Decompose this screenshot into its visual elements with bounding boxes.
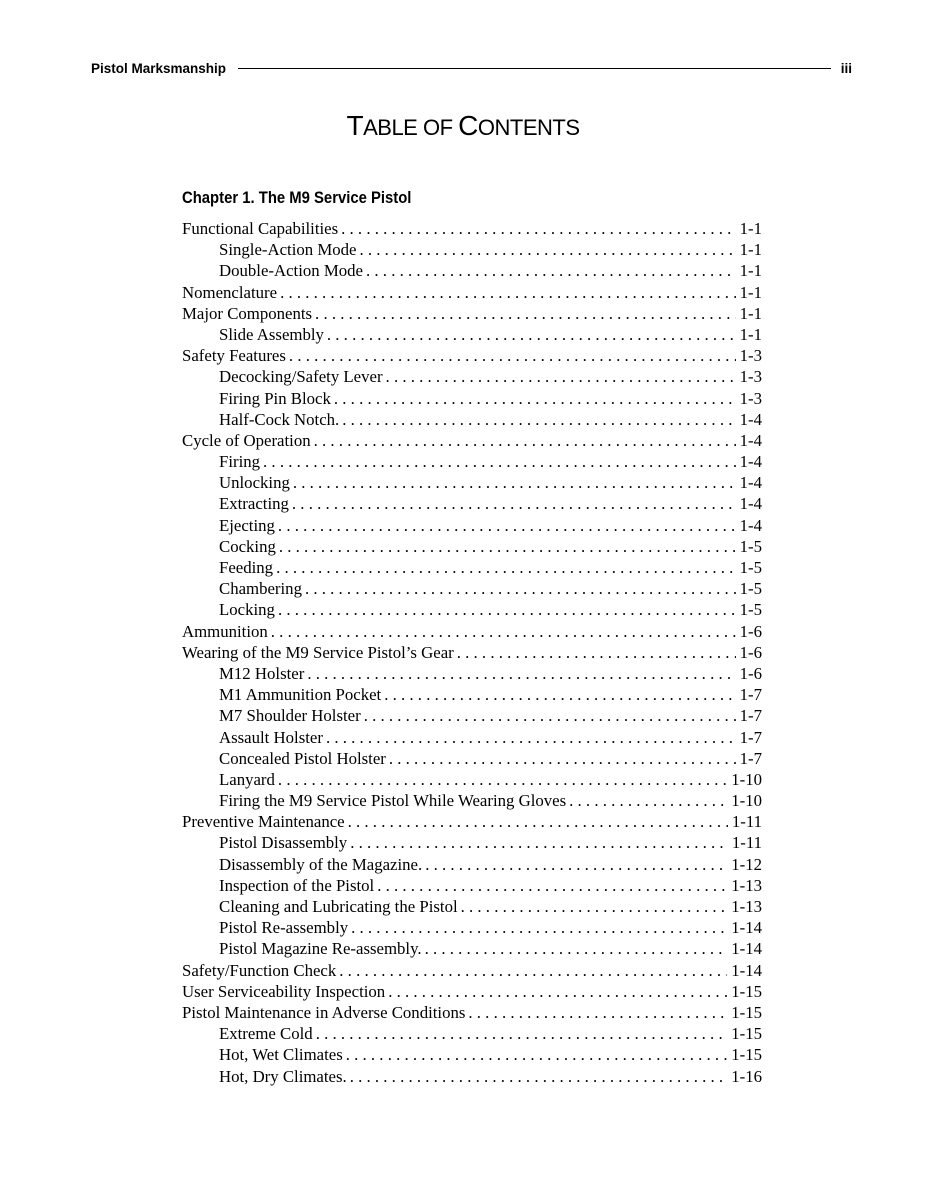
page-title: [0, 110, 926, 142]
page-number: iii: [840, 60, 852, 76]
toc-entry[interactable]: [182, 643, 762, 664]
toc-entry-title: Nomenclature: [182, 282, 278, 302]
toc-entry[interactable]: [182, 897, 762, 918]
toc-entry-title: Ammunition: [182, 621, 268, 641]
toc-entry-page: 1-1: [739, 303, 762, 323]
dot-leader: [275, 516, 736, 536]
toc-entry-title: Half-Cock Notch.: [219, 409, 340, 429]
dot-leader: [338, 219, 735, 239]
toc-entry[interactable]: [182, 410, 762, 431]
toc-entry[interactable]: [182, 558, 762, 579]
dot-leader: [465, 1003, 727, 1023]
toc-entry[interactable]: [182, 431, 762, 452]
dot-leader: [290, 473, 736, 493]
dot-leader: [357, 240, 736, 260]
toc-entry-title: Pistol Maintenance in Adverse Conditions: [182, 1002, 466, 1022]
toc-entry[interactable]: [182, 240, 762, 261]
toc-entry[interactable]: [182, 855, 762, 876]
toc-entry-title: Firing the M9 Service Pistol While Wearing Gloves: [219, 791, 567, 811]
toc-entry-title: Feeding: [219, 558, 274, 577]
title-word-ontents: ONTENTS: [477, 115, 580, 140]
toc-entry[interactable]: [182, 706, 762, 727]
dot-leader: [313, 1024, 728, 1044]
toc-entry-page: 1-11: [731, 812, 762, 832]
dot-leader: [454, 643, 736, 663]
toc-entry-page: 1-5: [739, 536, 762, 556]
toc-entry-page: 1-15: [731, 1002, 762, 1022]
dot-leader: [286, 346, 736, 366]
toc-entry-title: Inspection of the Pistol: [219, 875, 375, 895]
toc-entry[interactable]: [182, 833, 762, 854]
toc-entry[interactable]: [182, 1024, 762, 1045]
toc-entry-page: 1-4: [739, 452, 762, 472]
toc-entry-title: Slide Assembly: [219, 324, 324, 344]
dot-leader: [345, 812, 728, 832]
dot-leader: [422, 939, 728, 959]
toc-entry[interactable]: [182, 812, 762, 833]
dot-leader: [383, 367, 736, 387]
toc-entry[interactable]: [182, 516, 762, 537]
toc-entry-page: 1-15: [731, 1024, 762, 1044]
dot-leader: [324, 325, 736, 345]
toc-entry-page: 1-14: [731, 918, 762, 938]
toc-entry[interactable]: [182, 685, 762, 706]
toc-entry-title: Major Components: [182, 303, 313, 323]
toc-entry-page: 1-3: [739, 388, 762, 408]
toc-entry-page: 1-7: [739, 685, 762, 705]
toc-entry[interactable]: [182, 791, 762, 812]
dot-leader: [347, 833, 728, 853]
toc-entry[interactable]: [182, 770, 762, 791]
toc-entry-page: 1-16: [731, 1066, 762, 1086]
toc-entry-title: Chambering: [219, 579, 302, 599]
dot-leader: [311, 431, 736, 451]
toc-entry-title: Disassembly of the Magazine.: [219, 854, 423, 874]
toc-entry-page: 1-1: [739, 240, 762, 260]
dot-leader: [302, 579, 736, 599]
dot-leader: [323, 728, 736, 748]
toc-entry-page: 1-15: [731, 1045, 762, 1065]
toc-entry-title: Wearing of the M9 Service Pistol’s Gear: [182, 642, 454, 662]
toc-entry-page: 1-15: [731, 981, 762, 1001]
toc-entry[interactable]: [182, 1067, 762, 1088]
toc-entry-page: 1-1: [739, 219, 762, 238]
toc-entry-page: 1-7: [739, 748, 762, 768]
toc-entry[interactable]: [182, 219, 762, 240]
toc-entry-page: 1-12: [731, 854, 762, 874]
toc-entry-title: M1 Ammunition Pocket: [219, 685, 382, 705]
toc-entry[interactable]: [182, 579, 762, 600]
title-initial-c: C: [458, 110, 478, 141]
toc-entry-title: Firing Pin Block: [219, 388, 331, 408]
toc-entry-title: Locking: [219, 600, 275, 620]
toc-entry[interactable]: [182, 1003, 762, 1024]
toc-entry[interactable]: [182, 918, 762, 939]
toc-entry-page: 1-7: [739, 727, 762, 747]
toc-entry[interactable]: [182, 1045, 762, 1066]
toc-entry-title: M12 Holster: [219, 663, 305, 683]
toc-entry-title: Functional Capabilities: [182, 219, 339, 238]
toc-entry-title: Cocking: [219, 536, 276, 556]
toc-entry[interactable]: [182, 389, 762, 410]
toc-entry-title: Single-Action Mode: [219, 240, 357, 260]
toc-entry-page: 1-4: [739, 430, 762, 450]
toc-entry-page: 1-10: [731, 769, 762, 789]
dot-leader: [363, 261, 736, 281]
dot-leader: [566, 791, 727, 811]
toc-entry-title: User Serviceability Inspection: [182, 981, 386, 1001]
dot-leader: [339, 410, 735, 430]
toc-list: [182, 219, 762, 1088]
toc-entry[interactable]: [182, 494, 762, 515]
toc-entry-title: Safety Features: [182, 346, 286, 366]
toc-entry-page: 1-11: [731, 833, 762, 853]
dot-leader: [304, 664, 735, 684]
toc-entry[interactable]: [182, 749, 762, 770]
dot-leader: [336, 961, 727, 981]
running-header: [91, 58, 852, 78]
dot-leader: [347, 1067, 728, 1087]
toc-entry-page: 1-1: [739, 324, 762, 344]
toc-entry-page: 1-4: [739, 409, 762, 429]
dot-leader: [275, 600, 736, 620]
toc-entry-page: 1-5: [739, 579, 762, 599]
dot-leader: [361, 706, 736, 726]
dot-leader: [275, 770, 727, 790]
dot-leader: [381, 685, 735, 705]
toc-entry[interactable]: [182, 982, 762, 1003]
dot-leader: [386, 749, 736, 769]
toc-entry[interactable]: [182, 346, 762, 367]
dot-leader: [273, 558, 736, 578]
toc-entry-page: 1-6: [739, 642, 762, 662]
toc-entry-page: 1-13: [731, 875, 762, 895]
toc-entry[interactable]: [182, 537, 762, 558]
toc-entry[interactable]: [182, 664, 762, 685]
toc-entry-page: 1-5: [739, 558, 762, 577]
dot-leader: [343, 1045, 728, 1065]
toc-entry-page: 1-3: [739, 367, 762, 387]
dot-leader: [268, 622, 736, 642]
dot-leader: [276, 537, 736, 557]
toc-entry[interactable]: [182, 283, 762, 304]
toc-entry-page: 1-6: [739, 621, 762, 641]
toc-entry-title: Cycle of Operation: [182, 430, 311, 450]
toc-entry-title: Ejecting: [219, 515, 275, 535]
toc-entry-title: Hot, Dry Climates.: [219, 1066, 347, 1086]
toc-entry-title: Cleaning and Lubricating the Pistol: [219, 897, 458, 916]
toc-entry[interactable]: [182, 622, 762, 643]
toc-entry-page: 1-4: [739, 494, 762, 514]
dot-leader: [260, 452, 736, 472]
toc-entry-page: 1-4: [739, 515, 762, 535]
toc-entry[interactable]: [182, 261, 762, 282]
toc-entry-page: 1-1: [739, 282, 762, 302]
header-rule: [238, 68, 831, 69]
title-word-able-of: ABLE OF: [363, 115, 459, 140]
toc-entry-page: 1-1: [739, 261, 762, 281]
toc-entry[interactable]: [182, 473, 762, 494]
toc-entry-title: M7 Shoulder Holster: [219, 706, 361, 726]
toc-entry-title: Extracting: [219, 494, 289, 514]
dot-leader: [374, 876, 727, 896]
title-initial-t: T: [346, 110, 364, 141]
toc-entry[interactable]: [182, 452, 762, 473]
toc-entry[interactable]: [182, 600, 762, 621]
toc-entry-title: Concealed Pistol Holster: [219, 748, 386, 768]
toc-entry[interactable]: [182, 304, 762, 325]
toc-entry-page: 1-7: [739, 706, 762, 726]
dot-leader: [289, 494, 736, 514]
chapter-heading: Chapter 1. The M9 Service Pistol: [182, 189, 412, 207]
toc-entry-page: 1-3: [739, 346, 762, 366]
toc-entry-title: Double-Action Mode: [219, 261, 364, 281]
toc-entry-title: Firing: [219, 452, 261, 472]
toc-entry-title: Pistol Magazine Re-assembly.: [219, 939, 422, 959]
dot-leader: [348, 918, 727, 938]
toc-entry-page: 1-4: [739, 473, 762, 493]
toc-entry-title: Assault Holster: [219, 727, 323, 747]
toc-entry-page: 1-13: [731, 897, 762, 916]
toc-entry[interactable]: [182, 939, 762, 960]
dot-leader: [277, 283, 736, 303]
toc-entry-title: Pistol Re-assembly: [219, 918, 349, 938]
toc-entry[interactable]: [182, 961, 762, 982]
toc-entry-title: Lanyard: [219, 769, 275, 789]
dot-leader: [385, 982, 727, 1002]
dot-leader: [458, 897, 728, 917]
toc-entry[interactable]: [182, 367, 762, 388]
toc-entry-title: Decocking/Safety Lever: [219, 367, 383, 387]
toc-entry-title: Unlocking: [219, 473, 290, 493]
dot-leader: [422, 855, 727, 875]
toc-entry-page: 1-14: [731, 939, 762, 959]
toc-entry-title: Extreme Cold: [219, 1024, 313, 1044]
toc-entry[interactable]: [182, 728, 762, 749]
toc-entry-title: Hot, Wet Climates: [219, 1045, 343, 1065]
toc-entry-title: Preventive Maintenance: [182, 812, 345, 832]
toc-entry-title: Pistol Disassembly: [219, 833, 348, 853]
toc-entry[interactable]: [182, 876, 762, 897]
dot-leader: [312, 304, 736, 324]
toc-entry-page: 1-14: [731, 960, 762, 980]
toc-entry-page: 1-5: [739, 600, 762, 620]
toc-entry-page: 1-10: [731, 791, 762, 811]
toc-entry-title: Safety/Function Check: [182, 960, 337, 980]
dot-leader: [331, 389, 736, 409]
running-header-title: Pistol Marksmanship: [91, 60, 227, 76]
toc-entry[interactable]: [182, 325, 762, 346]
toc-entry-page: 1-6: [739, 663, 762, 683]
